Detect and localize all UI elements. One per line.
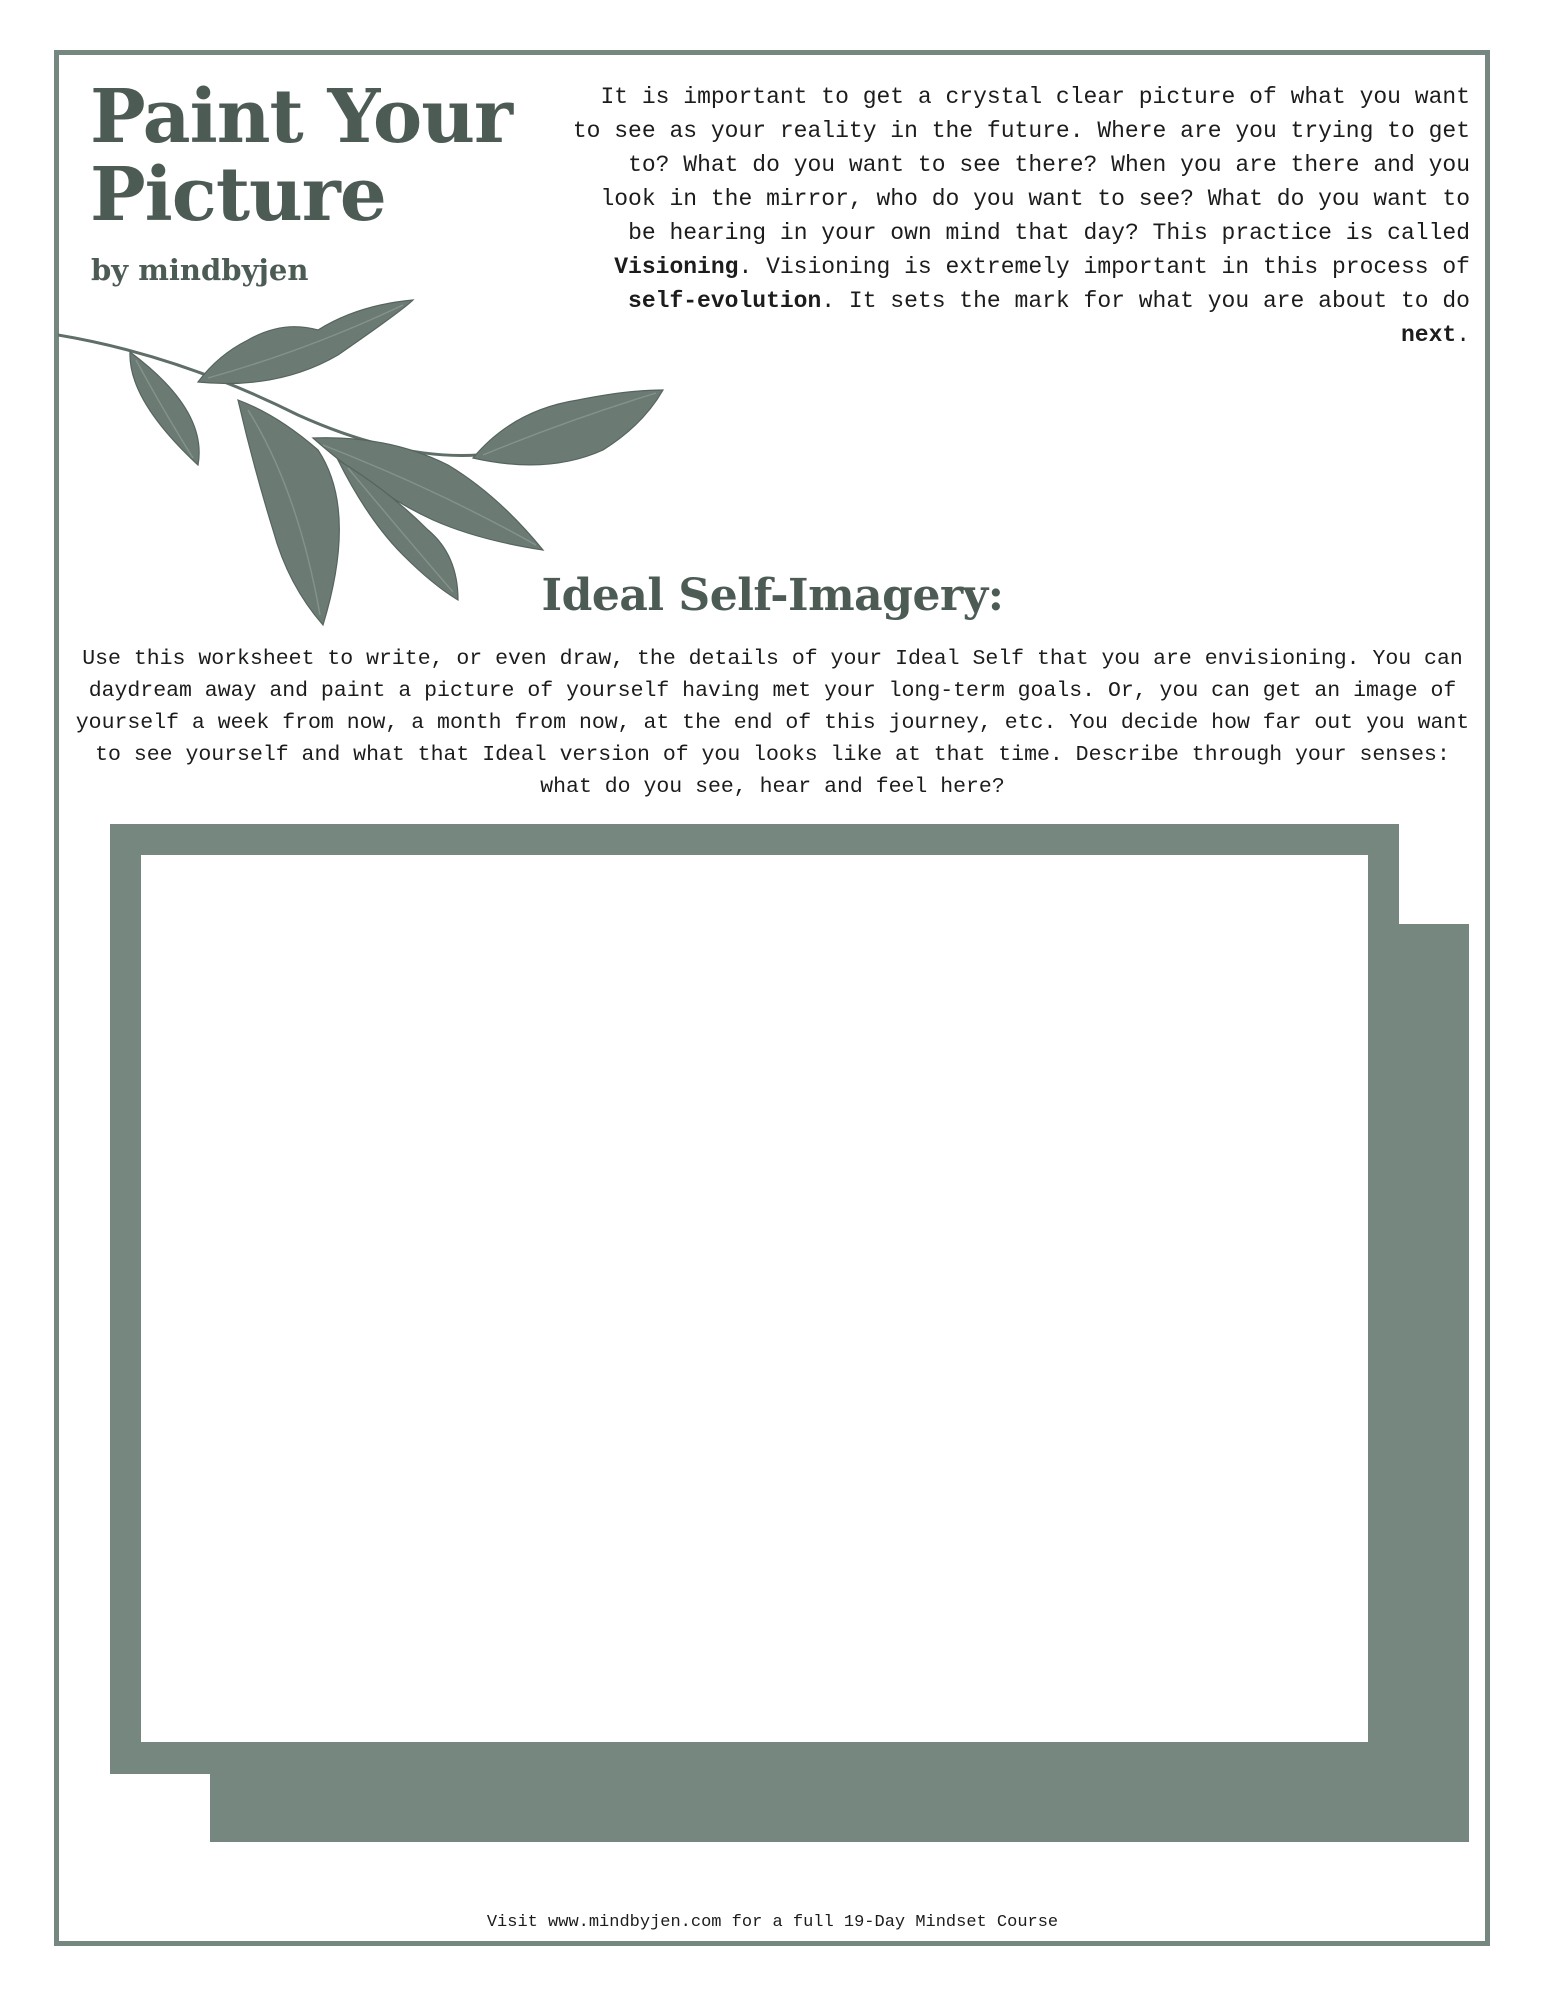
intro-text-1: It is important to get a crystal clear picture of what you want to see as your reality in the future. Where are you trying to get to? What do you want to see there? When you are there and you look in the mirror, who do you want to see? What do you want to be hearing in your own mind that day? This practice is called — [572, 84, 1470, 246]
writing-area[interactable] — [141, 855, 1368, 1742]
intro-paragraph — [560, 80, 1470, 352]
leaf-6 — [473, 390, 663, 465]
footer-text: Visit www.mindbyjen.com for a full 19-Day Mindset Course — [486, 1913, 1059, 1932]
instructions-paragraph: Use this worksheet to write, or even draw, the details of your Ideal Self that you are envisioning. You can daydream away and paint a picture of yourself having met your long-term goals. Or, you can get an image of yourself a week from now, a month from now, at the end of this journey, etc. You decide how far out you want to see yourself and what that Ideal version of you looks like at that time. Describe through your senses: what do you see, hear and feel here? — [75, 647, 1470, 799]
intro-bold-visioning: Visioning — [614, 254, 739, 280]
intro-bold-next: next — [1400, 322, 1457, 348]
page-title: Paint Your Picture — [90, 74, 513, 238]
intro-text-3: . It sets the mark for what you are about to do — [821, 288, 1470, 314]
intro-text-4: . — [1456, 322, 1470, 348]
section-heading: Ideal Self-Imagery: — [541, 570, 1004, 621]
intro-text-2: . Visioning is extremely important in this process of — [738, 254, 1470, 280]
byline: by mindbyjen — [91, 253, 309, 287]
intro-bold-self-evolution: self-evolution — [628, 288, 822, 314]
